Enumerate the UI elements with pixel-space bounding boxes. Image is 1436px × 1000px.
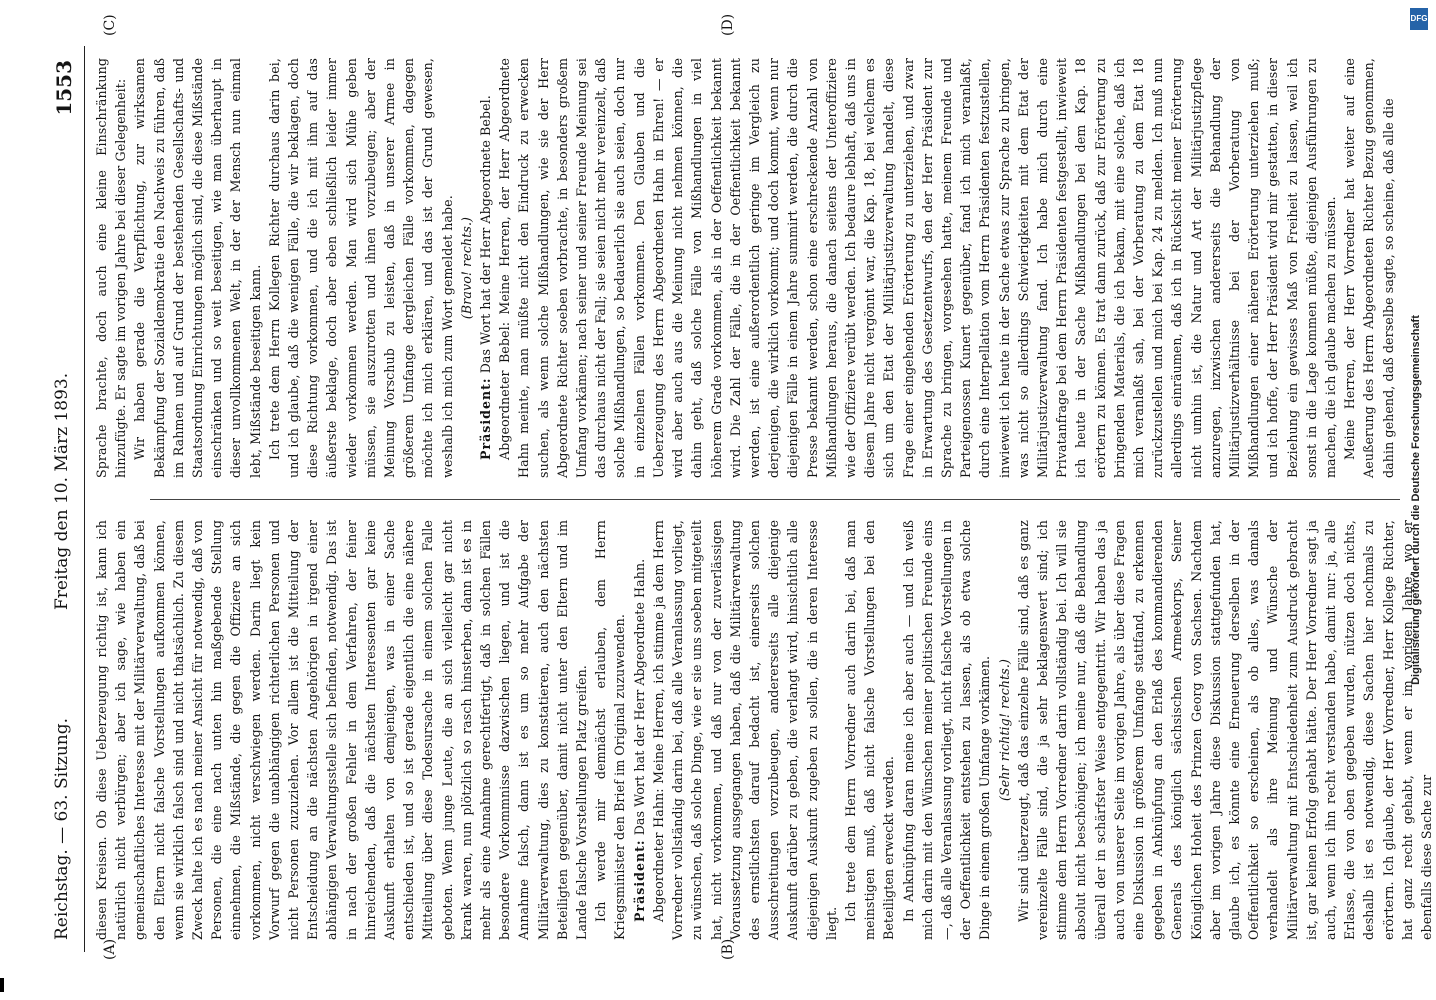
header-rule bbox=[84, 46, 85, 952]
paragraph: Sprache brachte, doch auch eine kleine Einschränkung hinzufügte. Er sagte im vorigen Jahre bei dieser Gelegenheit: bbox=[94, 58, 129, 478]
dfg-attribution bbox=[1406, 20, 1426, 980]
interjection: (Sehr richtig! rechts.) bbox=[996, 659, 1012, 801]
page-number: 1553 bbox=[52, 60, 76, 116]
margin-mark-a: (A) bbox=[102, 938, 118, 960]
paragraph: Wir sind überzeugt, daß das einzelne Fälle sind, daß es ganz vereinzelte Fälle sind, die ja sehr beklagenswert sind; ich stimme dem Herrn Vorredner darin vollständig bei. Ich will sie absolut nicht beschönigen; ich meine nur, daß die Behandlung überall der in schärfster Weise entgegentritt. Wir haben das ja auch von unserer Seite im vorigen Jahre, als über diese Fragen eine Diskussion in größerem Umfange stattfand, zu erkennen gegeben in Anknüpfung an den Erlaß des kommandierenden Generals des königlich sächsischen Armeekorps, Seiner Königlichen Hoheit des Prinzen Georg von Sachsen. Nachdem aber im vorigen Jahre diese Diskussion stattgefunden hat, glaube ich, es könnte eine Erneuerung derselben in der Oeffentlichkeit so erscheinen, als ob alles, was damals verhandelt als ihre Meinung und Wünsche der Militärverwaltung mit Entschiedenheit zum Ausdruck gebracht ist, gar keinen Erfolg gehabt hätte. Der Herr Vorredner sagt ja auch, wenn ich ihn recht verstanden habe, damit nur: ja, alle Erlasse, die von oben gegeben wurden, nützen doch nichts, deshalb ist es notwendig, diese Sachen hier nochmals zu erörtern. Ich glaube, der Herr Vorredner, Herr Kollege Richter, hat ganz recht gehabt, wenn er im vorigen Jahre, wo er ebenfalls diese Sache zur bbox=[1015, 520, 1435, 940]
header-left: Reichstag. — 63. Sitzung. bbox=[52, 717, 72, 940]
scan-mark bbox=[0, 978, 4, 992]
paragraph: Abgeordneter Bebel: Meine Herren, der Herr Abgeordnete Hahn meinte, man müßte nicht den Eindruck zu erwecken suchen, als wenn solche Mißhandlungen, wie sie der Herr Abgeordnete Richter soeben vorbrachte, in besonders großem Umfang vorkämen; nach seiner und seiner Freunde Meinung sei das durchaus nicht der Fall; sie seien nicht mehr vereinzelt, daß solche Mißhandlungen, so bedauerlich sie auch seien, doch nur in einzelnen Fällen vorkommen. Den Glauben und die Ueberzeugung des Herrn Abgeordneten Hahn in Ehren! — er wird aber auch aus die Meinung nicht nehmen können, die dahin geht, daß solche Fälle von Mißhandlungen in viel höherem Grade vorkommen, als in der Oeffentlichkeit bekannt wird. Die Zahl der Fälle, die in der Oeffentlichkeit bekannt werden, ist eine außerordentlich geringe im Vergleich zu derjenigen, die wirklich vorkommt; und doch kommt, wenn nur diejenigen Fälle in einem Jahre summirt werden, die durch die Presse bekannt werden, schon eine erschreckende Anzahl von Mißhandlungen heraus, die danach seitens der Unteroffiziere wie der Offiziere verübt werden. Ich bedaure lebhaft, daß uns in diesem Jahre nicht vergönnt war, die Kap. 18, bei welchem es sich um den Etat der Militärjustizverwaltung handelt, diese Frage einer eingehenden Erörterung zu unterziehen, und zwar in Erwartung des Gesetzentwurfs, den der Herr Präsident zur Sprache zu bringen, vorgesehen hatte, meinem Freunde und Parteigenossen Kunert gegenüber, fand ich mich veranlaßt, durch eine Interpellation vom Herrn Präsidenten festzustellen, inwieweit ich heute in der Sache etwas zur Sprache zu bringen, was nicht so allerdings Schwierigkeiten mit dem Etat der Militärjustizverwaltung fand. Ich habe mich durch eine Privatanfrage bei dem Herrn Präsidenten festgestellt, inwieweit ich heute in der Sache Mißhandlungen bei dem Kap. 18 erörtern zu können. Es trat dann zurück, daß zur Erörterung zu bringenden Materials, die ich bekam, mit eine solche, daß ich mich veranlaßt sah, bei der Vorberatung zu dem Etat 18 zurückzustellen und mich bei Kap. 24 zu melden. Ich muß nun allerdings einräumen, daß ich in Rücksicht meiner Erörterung nicht umhin ist, die Natur und Art der Militärjustizpflege anzuregen, inzwischen andererseits die Behandlung der Militärjustizverhältnisse bei der Vorberatung von Mißhandlungen einer näheren Erörterung unterziehen muß; und ich hoffe, der Herr Präsident wird mir gestatten, in dieser Beziehung ein gewisses Maß von Freiheit zu lassen, weil ich sonst in die Lage kommen müßte, diejenigen Ausführungen zu machen, die ich glaube machen zu müssen. bbox=[497, 58, 1338, 478]
paragraph: Meine Herren, der Herr Vorredner hat weiter auf eine Aeußerung des Herrn Abgeordneten Richter Bezug genommen, dahin gehend, daß derselbe sagte, so scheine, daß alle die bbox=[1342, 58, 1396, 478]
paragraph: Ich werde mir demnächst erlauben, dem Herrn Kriegsminister den Brief im Original zuzuwenden. bbox=[593, 520, 628, 940]
paragraph: Ich trete dem Herrn Vorredner auch darin bei, daß man meinstigen muß, daß nicht falsche Vorstellungen bei den Beteiligten erweckt werden. bbox=[842, 520, 897, 940]
right-column bbox=[92, 58, 1396, 478]
header-date: Freitag den 10. März 1893. bbox=[52, 372, 72, 610]
speaker-paragraph bbox=[630, 520, 649, 940]
speaker-name: Präsident: bbox=[631, 839, 647, 922]
speaker-paragraph bbox=[476, 58, 495, 478]
paragraph: In Anknüpfung daran meine ich aber auch — und ich weiß mich darin mit den Wünschen meiner politischen Freunde eins —, daß alle Veranlassung vorliegt, nicht falsche Vorstellungen in der Oeffentlichkeit entstehen zu lassen, als ob etwa solche Dinge in einem großen Umfange vorkämen. bbox=[900, 520, 993, 940]
page-header bbox=[52, 60, 82, 940]
paragraph: Ich trete dem Herrn Kollegen Richter durchaus darin bei, und ich glaube, daß die wenigen Fälle, die wir beklagen, doch diese Richtung vorkommen, und die ich mit ihm auf das äußerste beklage, doch aber eben schließlich leider immer wieder vorkommen werden. Man wird sich Mühe geben müssen, sie auszurotten und ihnen vorzubeugen; aber der Meinung Vorschub zu leisten, daß in unserer Armee in größerem Umfange dergleichen Fälle vorkommen, dagegen möchte ich mich erklären, und das ist der Grund gewesen, weshalb ich mich zum Wort gemeldet habe. bbox=[266, 58, 455, 478]
column-separator bbox=[150, 499, 1400, 500]
margin-mark-d: (D) bbox=[720, 13, 736, 36]
speaker-text: Das Wort hat der Herr Abgeordnete Bebel. bbox=[478, 95, 494, 374]
speaker-text: Das Wort hat der Herr Abgeordnete Hahn. bbox=[631, 558, 647, 836]
margin-mark-c: (C) bbox=[102, 14, 118, 36]
attribution-text: Digitalisierung gefördert durch die Deutsche Forschungsgemeinschaft bbox=[1410, 315, 1422, 685]
paragraph: Abgeordneter Hahn: Meine Herren, ich stimme ja dem Herrn Vorredner vollständig darin bei, daß alle Veranlassung vorliegt, zu wünschen, daß solche Dinge, wie er sie uns soeben mitgeteilt hat, nicht vorkommen, und daß nur von der zuverlässigen Voraussetzung ausgegangen haben, daß die Militärverwaltung des ernstlichsten darauf bedacht ist, einerseits solchen Ausschreitungen vorzubeugen, andererseits alle diejenige Auskunft darüber zu geben, die verlangt wird, hinsichtlich alle diejenigen Auskunft zugeben zu sollen, die in deren Interesse liegt. bbox=[650, 520, 839, 940]
quotation: Wir haben gerade die Verpflichtung, zur wirksamen Bekämpfung der Sozialdemokratie den Nachweis zu führen, daß im Rahmen und auf Grund der bestehenden Gesellschafts- und Staatsordnung Einrichtungen möglich sind, die diese Mißstände einschränken und so weit beseitigen, wie man überhaupt in dieser unvollkommenen Welt, in der der Mensch nun einmal lebt, Mißstände beseitigen kann. bbox=[132, 58, 263, 478]
paragraph: diesen Kreisen. Ob diese Ueberzeugung richtig ist, kann ich natürlich nicht verbürgen; aber ich sage, wie haben ein gemeinschaftliches Interesse mit der Militärverwaltung, daß bei den Eltern nicht falsche Vorstellungen aufkommen können, wenn sie wirklich falsch sind und nicht thatsächlich. Zu diesem Zweck halte ich es nach meiner Ansicht für notwendig, daß von Personen, die eine nach unten hin maßgebende Stellung einnehmen, die Mißstände, die gegen die Offiziere an sich vorkommen, nicht verschwiegen werden. Darin liegt kein Vorwurf gegen die unabhängigen richterlichen Personen und nicht Personen zuzuziehen. Vor allem ist die Mitteilung der Entscheidung an die nächsten Angehörigen in irgend einer abhängigen Verwaltungsstelle sich befinden, notwendig. Das ist in nach der großen Fehler in dem Verfahren, der feiner hinreichenden, daß die nächsten Interessenten gar keine Auskunft erhalten von demjenigen, was in einer Sache entschieden ist, und so ist gerade eigentlich die eine nähere Mitteilung über diese Todesursache in einem solchen Falle geboten. Wenn junge Leute, die an sich vielleicht gar nicht krank waren, nun plötzlich so rasch hinsterben, dann ist es in mehr als eine Annahme gerechtfertigt, daß in solchen Fällen besondere Vorkommnisse dazwischen liegen, und ist die Annahme falsch, dann ist es um so mehr Aufgabe der Militärverwaltung, dies zu konstatieren, auch den nächsten Beteiligten gegenüber, damit nicht unter den Eltern und im Lande falsche Vorstellungen Platz greifen. bbox=[94, 520, 590, 940]
left-column bbox=[92, 520, 1435, 940]
margin-mark-b: (B) bbox=[720, 938, 736, 960]
speaker-name: Präsident: bbox=[478, 377, 494, 460]
dfg-logo: DFG bbox=[1410, 8, 1428, 30]
interjection: (Bravo! rechts.) bbox=[458, 216, 474, 320]
